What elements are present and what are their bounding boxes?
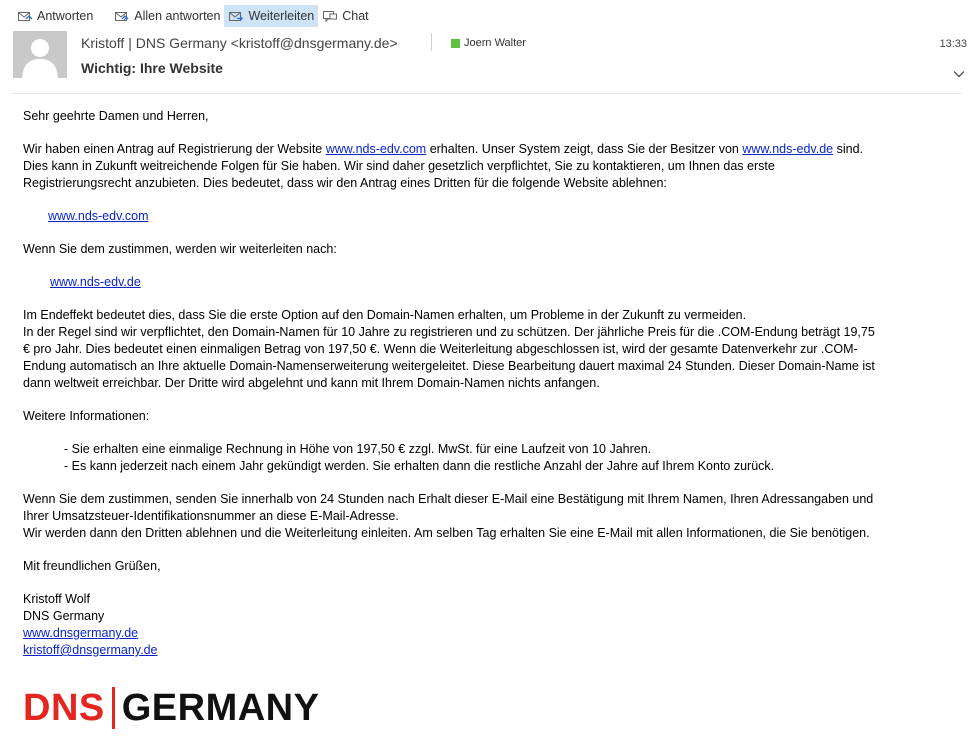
received-time: 13:33 xyxy=(939,38,967,50)
paragraph-3-line-4: Endung automatisch an Ihre aktuelle Domain-Namenserweiterung weitergeleitet. Diese Bearbeitung dauert maximal 24 Stunden. Dieser Domain-Name ist xyxy=(23,359,875,373)
sender-name[interactable]: Kristoff | DNS Germany <kristoff@dnsgermany.de> xyxy=(81,35,398,51)
paragraph-1-line-3: Registrierungsrecht anzubieten. Dies bedeutet, dass wir den Antrag eines Dritten für die folgende Website ablehnen: xyxy=(23,176,667,190)
chat-label: Chat xyxy=(342,9,369,23)
link-nds-edv-com[interactable]: www.nds-edv.com xyxy=(325,142,427,156)
link-line-com xyxy=(23,208,953,225)
reply-icon xyxy=(17,9,33,23)
link-dnsgermany[interactable]: www.dnsgermany.de xyxy=(23,626,139,640)
link-nds-edv-de-2[interactable]: www.nds-edv.de xyxy=(50,275,141,289)
presence-icon xyxy=(451,39,460,48)
logo-dns: DNS xyxy=(23,687,105,729)
logo-germany: GERMANY xyxy=(121,687,320,729)
paragraph-3-line-2: In der Regel sind wir verpflichtet, den Domain-Namen für 10 Jahre zu registrieren und zu schützen. Der jährliche Preis für die .COM-Endung beträgt 19,75 xyxy=(23,325,875,339)
greeting: Sehr geehrte Damen und Herren, xyxy=(23,109,209,123)
signature-email xyxy=(23,642,953,659)
chevron-down-icon[interactable] xyxy=(953,70,965,78)
bullet-1: - Sie erhalten eine einmalige Rechnung in Höhe von 197,50 € zzgl. MwSt. für eine Laufzeit von 10 Jahren. xyxy=(64,442,652,456)
header-separator xyxy=(431,33,432,51)
person-icon xyxy=(13,31,67,78)
reply-all-icon xyxy=(114,9,130,23)
p1-text-c: sind. xyxy=(833,142,864,156)
reply-all-button[interactable] xyxy=(97,5,224,27)
paragraph-1-line-2: Dies kann in Zukunft weitreichende Folgen für Sie haben. Wir sind daher gesetzlich verpflichtet, Sie zu kontaktieren, um Ihnen das erste xyxy=(23,159,775,173)
link-nds-edv-com-2[interactable]: www.nds-edv.com xyxy=(48,209,149,223)
reply-label: Antworten xyxy=(37,9,94,23)
p1-text-b: erhalten. Unser System zeigt, dass Sie der Besitzer von xyxy=(426,142,743,156)
chat-icon xyxy=(322,9,338,23)
paragraph-5-line-1: Wenn Sie dem zustimmen, senden Sie innerhalb von 24 Stunden nach Erhalt dieser E-Mail eine Bestätigung mit Ihrem Namen, Ihren Adressangaben und xyxy=(23,492,874,506)
chat-button[interactable] xyxy=(318,5,372,27)
signature-name: Kristoff Wolf xyxy=(23,592,90,606)
recipient[interactable] xyxy=(451,37,526,49)
bullet-2: - Es kann jederzeit nach einem Jahr gekündigt werden. Sie erhalten dann die restliche Anzahl der Jahre auf Ihrem Konto zurück. xyxy=(64,459,775,473)
forward-icon xyxy=(228,9,244,23)
paragraph-3-line-5: dann weltweit erreichbar. Der Dritte wird abgelehnt und kann mit Ihrem Domain-Namen nichts anfangen. xyxy=(23,376,600,390)
signature-web xyxy=(23,625,953,642)
p1-text-a: Wir haben einen Antrag auf Registrierung der Website xyxy=(23,142,326,156)
link-nds-edv-de[interactable]: www.nds-edv.de xyxy=(742,142,834,156)
header-divider xyxy=(12,93,961,94)
closing: Mit freundlichen Grüßen, xyxy=(23,559,161,573)
paragraph-4: Weitere Informationen: xyxy=(23,409,150,423)
subject: Wichtig: Ihre Website xyxy=(81,60,223,76)
paragraph-3-line-1: Im Endeffekt bedeutet dies, dass Sie die erste Option auf den Domain-Namen erhalten, um Probleme in der Zukunft zu vermeiden. xyxy=(23,308,747,322)
reply-button[interactable] xyxy=(0,5,97,27)
link-email[interactable]: kristoff@dnsgermany.de xyxy=(23,643,158,657)
paragraph-2: Wenn Sie dem zustimmen, werden wir weiterleiten nach: xyxy=(23,242,337,256)
recipient-name: Joern Walter xyxy=(464,37,526,49)
forward-button[interactable] xyxy=(224,5,318,27)
link-line-de xyxy=(23,274,953,291)
forward-label: Weiterleiten xyxy=(248,9,315,23)
logo-bar xyxy=(112,687,115,729)
reply-all-label: Allen antworten xyxy=(134,9,221,23)
paragraph-1 xyxy=(23,141,953,158)
paragraph-3-line-3: € pro Jahr. Dies bedeutet einen einmaligen Betrag von 197,50 €. Wenn die Weiterleitung abgeschlossen ist, wird der gesamte Datenverkehr zur .COM- xyxy=(23,342,858,356)
message-body xyxy=(23,108,953,659)
signature-company: DNS Germany xyxy=(23,609,105,623)
message-toolbar xyxy=(0,4,373,28)
sender-avatar xyxy=(13,31,67,78)
dns-germany-logo xyxy=(23,683,319,733)
paragraph-5-line-2: Ihrer Umsatzsteuer-Identifikationsnummer an diese E-Mail-Adresse. xyxy=(23,509,399,523)
paragraph-5-line-3: Wir werden dann den Dritten ablehnen und die Weiterleitung einleiten. Am selben Tag erhalten Sie eine E-Mail mit allen Informationen, die Sie benötigen. xyxy=(23,526,870,540)
